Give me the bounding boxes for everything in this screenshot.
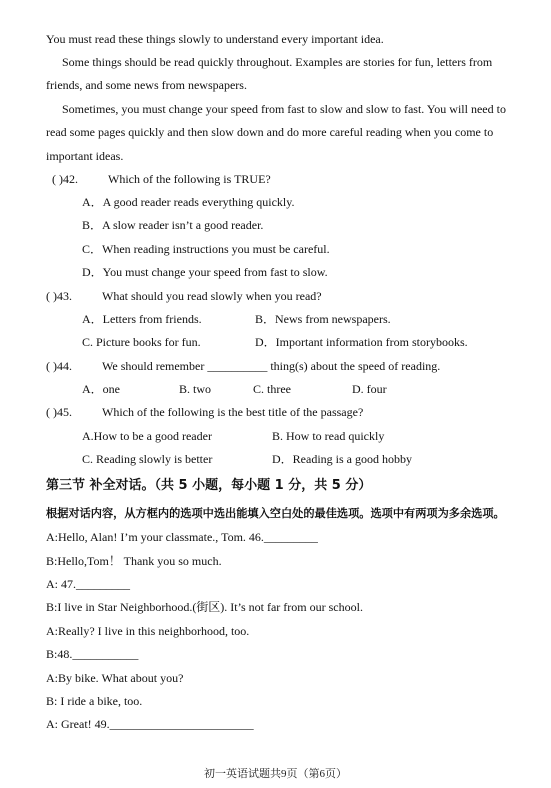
answer-bracket: ( )42.	[52, 172, 78, 186]
dialogue-line: A:Really? I live in this neighborhood, too.	[46, 624, 250, 638]
option-a: A．one	[82, 382, 120, 396]
passage-line: friends, and some news from newspapers.	[46, 78, 247, 92]
option-c: C. Picture books for fun.	[82, 335, 201, 349]
passage-line: important ideas.	[46, 149, 124, 163]
dialogue-line: B:I live in Star Neighborhood.(街区). It’s not far from our school.	[46, 600, 363, 614]
section-instruction: 根据对话内容，从方框内的选项中选出能填入空白处的最佳选项。选项中有两项为多余选项。	[46, 507, 505, 520]
answer-bracket: ( )43.	[46, 289, 72, 303]
answer-bracket: ( )45.	[46, 405, 72, 419]
dialogue-line: B: I ride a bike, too.	[46, 694, 143, 708]
question-stem: Which of the following is the best title of the passage?	[102, 405, 364, 419]
option-b: B. two	[179, 382, 212, 396]
option-a: A.How to be a good reader	[82, 429, 212, 443]
option-d: D．Important information from storybooks.	[255, 335, 468, 349]
option-a: A．Letters from friends.	[82, 312, 202, 326]
option-c: C．When reading instructions you must be careful.	[82, 242, 330, 256]
option-d: D．You must change your speed from fast to slow.	[82, 265, 328, 279]
question-stem: Which of the following is TRUE?	[108, 172, 271, 186]
option-b: B．News from newspapers.	[255, 312, 391, 326]
passage-line: read some pages quickly and then slow down and do more careful reading when you come to	[46, 125, 494, 139]
passage-line: Some things should be read quickly throughout. Examples are stories for fun, letters from	[62, 55, 493, 69]
option-c: C. three	[253, 382, 291, 396]
option-d: D. four	[352, 382, 387, 396]
question-stem: We should remember __________ thing(s) about the speed of reading.	[102, 359, 441, 373]
passage-line: Sometimes, you must change your speed from fast to slow and slow to fast. You will need to	[62, 102, 506, 116]
dialogue-line: B:48.___________	[46, 647, 139, 661]
option-d: D．Reading is a good hobby	[272, 452, 412, 466]
section-title: 第三节 补全对话。（共 5 小题，每小题 1 分，共 5 分）	[46, 478, 372, 493]
option-b: B. How to read quickly	[272, 429, 385, 443]
answer-bracket: ( )44.	[46, 359, 72, 373]
question-stem: What should you read slowly when you read?	[102, 289, 322, 303]
dialogue-line: A: 47._________	[46, 577, 130, 591]
option-c: C. Reading slowly is better	[82, 452, 213, 466]
option-b: B．A slow reader isn’t a good reader.	[82, 218, 264, 232]
dialogue-line: A:By bike. What about you?	[46, 671, 184, 685]
dialogue-line: B:Hello,Tom！ Thank you so much.	[46, 554, 222, 568]
dialogue-line: A:Hello, Alan! I’m your classmate., Tom. 46._________	[46, 530, 318, 544]
option-a: A．A good reader reads everything quickly.	[82, 195, 295, 209]
dialogue-line: A: Great! 49.________________________	[46, 717, 254, 731]
passage-line: You must read these things slowly to understand every important idea.	[46, 32, 384, 46]
page-footer: 初一英语试题共9页（第6页）	[204, 768, 347, 780]
